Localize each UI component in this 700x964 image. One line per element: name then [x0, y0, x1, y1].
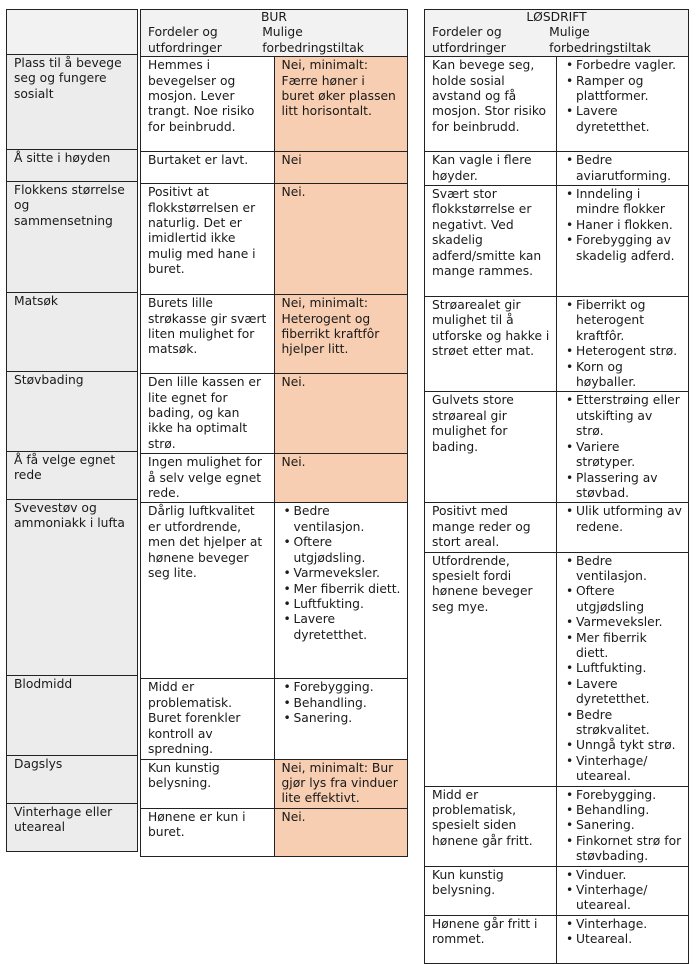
bur-measures-cell: [274, 503, 408, 679]
row-label: Å sitte i høyden: [7, 150, 138, 182]
losdrift-subheaders: [425, 25, 688, 56]
table-row: [425, 392, 689, 503]
bur-pros-cell: Positivt at flokkstørrelsen er naturlig. Det er imidlertid ikke mulig med hane i buret.: [141, 184, 275, 295]
bur-pros-cell: Dårlig luftkvalitet er utfordrende, men det hjelper at hønene beveger seg lite.: [141, 503, 275, 679]
bur-header: [141, 10, 408, 57]
bur-measures-text: Nei.: [281, 455, 306, 470]
list-item: • Lavere dyretetthet.: [576, 104, 682, 135]
losdrift-measures-list: [564, 187, 682, 264]
header-row: [7, 10, 138, 55]
losdrift-measures-list: [564, 504, 682, 535]
list-item: • Lavere dyretetthet.: [294, 612, 402, 643]
table-row: [141, 679, 408, 759]
bur-measures-cell: [274, 295, 408, 374]
list-item: • Mer fiberrik diett.: [294, 582, 402, 597]
losdrift-measures-cell: [557, 152, 689, 186]
list-item: • Uteareal.: [576, 932, 682, 947]
list-item: • Vinterhage.: [576, 917, 682, 932]
group-title-losdrift: LØSDRIFT: [526, 10, 587, 24]
losdrift-measures-list: [564, 393, 682, 501]
losdrift-pros-cell: Midd er problematisk, spesielt siden hønene går fritt.: [425, 786, 557, 866]
row-label: Støvbading: [7, 372, 138, 452]
list-item: • Bedre strøkvalitet.: [576, 708, 682, 739]
table-row: [141, 808, 408, 856]
bur-measures-cell: [274, 808, 408, 856]
list-item: • Lavere dyretetthet.: [576, 677, 682, 708]
losdrift-pros-cell: Gulvets store strøareal gir mulighet for bading.: [425, 392, 557, 503]
losdrift-pros-cell: Kun kunstig belysning.: [425, 866, 557, 915]
table-row: [7, 372, 138, 452]
list-item: • Forebygging.: [294, 680, 402, 695]
losdrift-pros-cell: Strøarealet gir mulighet til å utforske og hakke i strøet etter mat.: [425, 297, 557, 392]
list-item: • Oftere utgjødsling: [576, 584, 682, 615]
bur-measures-text: Nei, minimalt: Heterogent og fiberrikt kraftfôr hjelper litt.: [281, 296, 380, 357]
bur-measures-cell: [274, 679, 408, 759]
table-row: [7, 804, 138, 852]
table-row: [7, 676, 138, 756]
losdrift-measures-cell: [557, 186, 689, 297]
losdrift-measures-list: [564, 554, 682, 785]
losdrift-pros-cell: Utfordrende, spesielt fordi hønene beveger seg mye.: [425, 552, 557, 786]
list-item: • Bedre ventilasjon.: [576, 554, 682, 585]
row-label: Å få velge egnet rede: [7, 452, 138, 500]
losdrift-measures-list: [564, 153, 682, 184]
row-label: Blodmidd: [7, 676, 138, 756]
list-item: • Bedre aviarutforming.: [576, 153, 682, 184]
table-row: [141, 184, 408, 295]
losdrift-header: [425, 10, 689, 57]
losdrift-measures-cell: [557, 392, 689, 503]
list-item: • Inndeling i mindre flokker: [576, 187, 682, 218]
losdrift-measures-cell: [557, 57, 689, 152]
losdrift-measures-cell: [557, 915, 689, 963]
losdrift-pros-cell: Positivt med mange reder og stort areal.: [425, 503, 557, 552]
losdrift-measures-cell: [557, 503, 689, 552]
group-title-bur: BUR: [261, 10, 287, 24]
table-row: [7, 150, 138, 182]
table-row: [425, 503, 689, 552]
bur-measures-text: Nei: [281, 153, 302, 168]
bur-measures-text: Nei.: [281, 185, 306, 200]
losdrift-measures-list: [564, 58, 682, 135]
losdrift-measures-cell: [557, 552, 689, 786]
losdrift-measures-list: [564, 868, 682, 914]
table-row: [425, 186, 689, 297]
losdrift-pros-cell: Hønene går fritt i rommet.: [425, 915, 557, 963]
bur-measures-cell: [274, 374, 408, 454]
bur-table: [140, 9, 408, 857]
list-item: • Korn og høyballer.: [576, 360, 682, 391]
list-item: • Sanering.: [576, 818, 682, 833]
bur-pros-cell: Hemmes i bevegelser og mosjon. Lever trangt. Noe risiko for beinbrudd.: [141, 57, 275, 152]
table-row: [141, 152, 408, 184]
list-item: • Bedre ventilasjon.: [294, 504, 402, 535]
list-item: • Oftere utgjødsling.: [294, 535, 402, 566]
bur-measures-cell: [274, 759, 408, 808]
table-row: [425, 152, 689, 186]
subheader-measures: Mulige forbedringstiltak: [262, 25, 364, 55]
bur-pros-cell: Burets lille strøkasse gir svært liten mulighet for matsøk.: [141, 295, 275, 374]
bur-measures-cell: [274, 454, 408, 503]
losdrift-measures-cell: [557, 866, 689, 915]
table-row: [141, 759, 408, 808]
losdrift-table: [424, 9, 689, 964]
bur-measures-cell: [274, 184, 408, 295]
losdrift-measures-list: [564, 917, 682, 948]
row-label: Flokkens størrelse og sammensetning: [7, 182, 138, 293]
list-item: • Varmeveksler.: [576, 615, 682, 630]
list-item: • Varmeveksler.: [294, 566, 402, 581]
bur-measures-list: [282, 680, 402, 726]
subheader-pros: Fordeler og utfordringer: [432, 25, 506, 55]
row-label: Plass til å bevege seg og fungere sosialt: [7, 55, 138, 150]
list-item: • Fiberrikt og heterogent kraftfôr.: [576, 298, 682, 344]
list-item: • Vinduer.: [576, 868, 682, 883]
bur-subheaders: [141, 25, 407, 56]
losdrift-measures-list: [564, 298, 682, 390]
losdrift-measures-cell: [557, 786, 689, 866]
list-item: • Forbedre vagler.: [576, 58, 682, 73]
bur-pros-cell: Burtaket er lavt.: [141, 152, 275, 184]
table-row: [141, 374, 408, 454]
list-item: • Unngå tykt strø.: [576, 738, 682, 753]
table-row: [7, 293, 138, 372]
bur-measures-text: Nei, minimalt: Bur gjør lys fra vinduer lite effektivt.: [281, 760, 398, 806]
table-row: [7, 55, 138, 150]
row-label: Svevestøv og ammoniakk i lufta: [7, 500, 138, 676]
bur-pros-cell: Den lille kassen er lite egnet for bading, og kan ikke ha optimalt strø.: [141, 374, 275, 454]
list-item: • Mer fiberrik diett.: [576, 631, 682, 662]
bur-pros-cell: Kun kunstig belysning.: [141, 759, 275, 808]
table-row: [425, 786, 689, 866]
list-item: • Variere strøtyper.: [576, 440, 682, 471]
row-label: Vinterhage eller uteareal: [7, 804, 138, 852]
table-row: [425, 297, 689, 392]
losdrift-pros-cell: Svært stor flokkstørrelse er negativt. Ved skadelig adferd/smitte kan mange rammes.: [425, 186, 557, 297]
table-row: [7, 756, 138, 804]
table-row: [7, 500, 138, 676]
list-item: • Luftfukting.: [576, 661, 682, 676]
bur-header-inner: [141, 10, 407, 56]
row-label: Dagslys: [7, 756, 138, 804]
list-item: • Sanering.: [294, 711, 402, 726]
losdrift-measures-cell: [557, 297, 689, 392]
table-row: [7, 452, 138, 500]
table-row: [425, 866, 689, 915]
bur-measures-text: Nei.: [281, 375, 306, 390]
table-row: [141, 57, 408, 152]
bur-measures-text: Nei, minimalt: Færre høner i buret øker plassen litt horisontalt.: [281, 58, 396, 119]
list-item: • Haner i flokken.: [576, 218, 682, 233]
losdrift-pros-cell: Kan vagle i flere høyder.: [425, 152, 557, 186]
list-item: • Vinterhage/ uteareal.: [576, 754, 682, 785]
list-item: • Behandling.: [576, 803, 682, 818]
table-row: [141, 295, 408, 374]
bur-pros-cell: Midd er problematisk. Buret forenkler kontroll av spredning.: [141, 679, 275, 759]
bur-measures-list: [282, 504, 402, 643]
table-row: [7, 182, 138, 293]
table-row: [141, 454, 408, 503]
bur-measures-cell: [274, 57, 408, 152]
list-item: • Finkornet strø for støvbading.: [576, 834, 682, 865]
table-row: [425, 57, 689, 152]
list-item: • Vinterhage/ uteareal.: [576, 883, 682, 914]
list-item: • Behandling.: [294, 696, 402, 711]
bur-measures-cell: [274, 152, 408, 184]
list-item: • Plassering av støvbad.: [576, 471, 682, 502]
table-row: [425, 915, 689, 963]
list-item: • Forebygging.: [576, 788, 682, 803]
losdrift-pros-cell: Kan bevege seg, holde sosial avstand og få mosjon. Stor risiko for beinbrudd.: [425, 57, 557, 152]
list-item: • Ramper og plattformer.: [576, 74, 682, 105]
list-item: • Etterstrøing eller utskifting av strø.: [576, 393, 682, 439]
header-row: [425, 10, 689, 57]
subheader-measures: Mulige forbedringstiltak: [549, 25, 651, 55]
bur-pros-cell: Ingen mulighet for å selv velge egnet rede.: [141, 454, 275, 503]
table-row: [141, 503, 408, 679]
corner-cell: [7, 10, 138, 55]
row-label: Matsøk: [7, 293, 138, 372]
losdrift-measures-list: [564, 788, 682, 865]
bur-pros-cell: Hønene er kun i buret.: [141, 808, 275, 856]
header-row: [141, 10, 408, 57]
list-item: • Ulik utforming av redene.: [576, 504, 682, 535]
subheader-pros: Fordeler og utfordringer: [148, 25, 222, 55]
list-item: • Heterogent strø.: [576, 344, 682, 359]
list-item: • Luftfukting.: [294, 597, 402, 612]
list-item: • Forebygging av skadelig adferd.: [576, 233, 682, 264]
bur-measures-text: Nei.: [281, 809, 306, 824]
row-labels-table: [6, 9, 138, 852]
table-row: [425, 552, 689, 786]
